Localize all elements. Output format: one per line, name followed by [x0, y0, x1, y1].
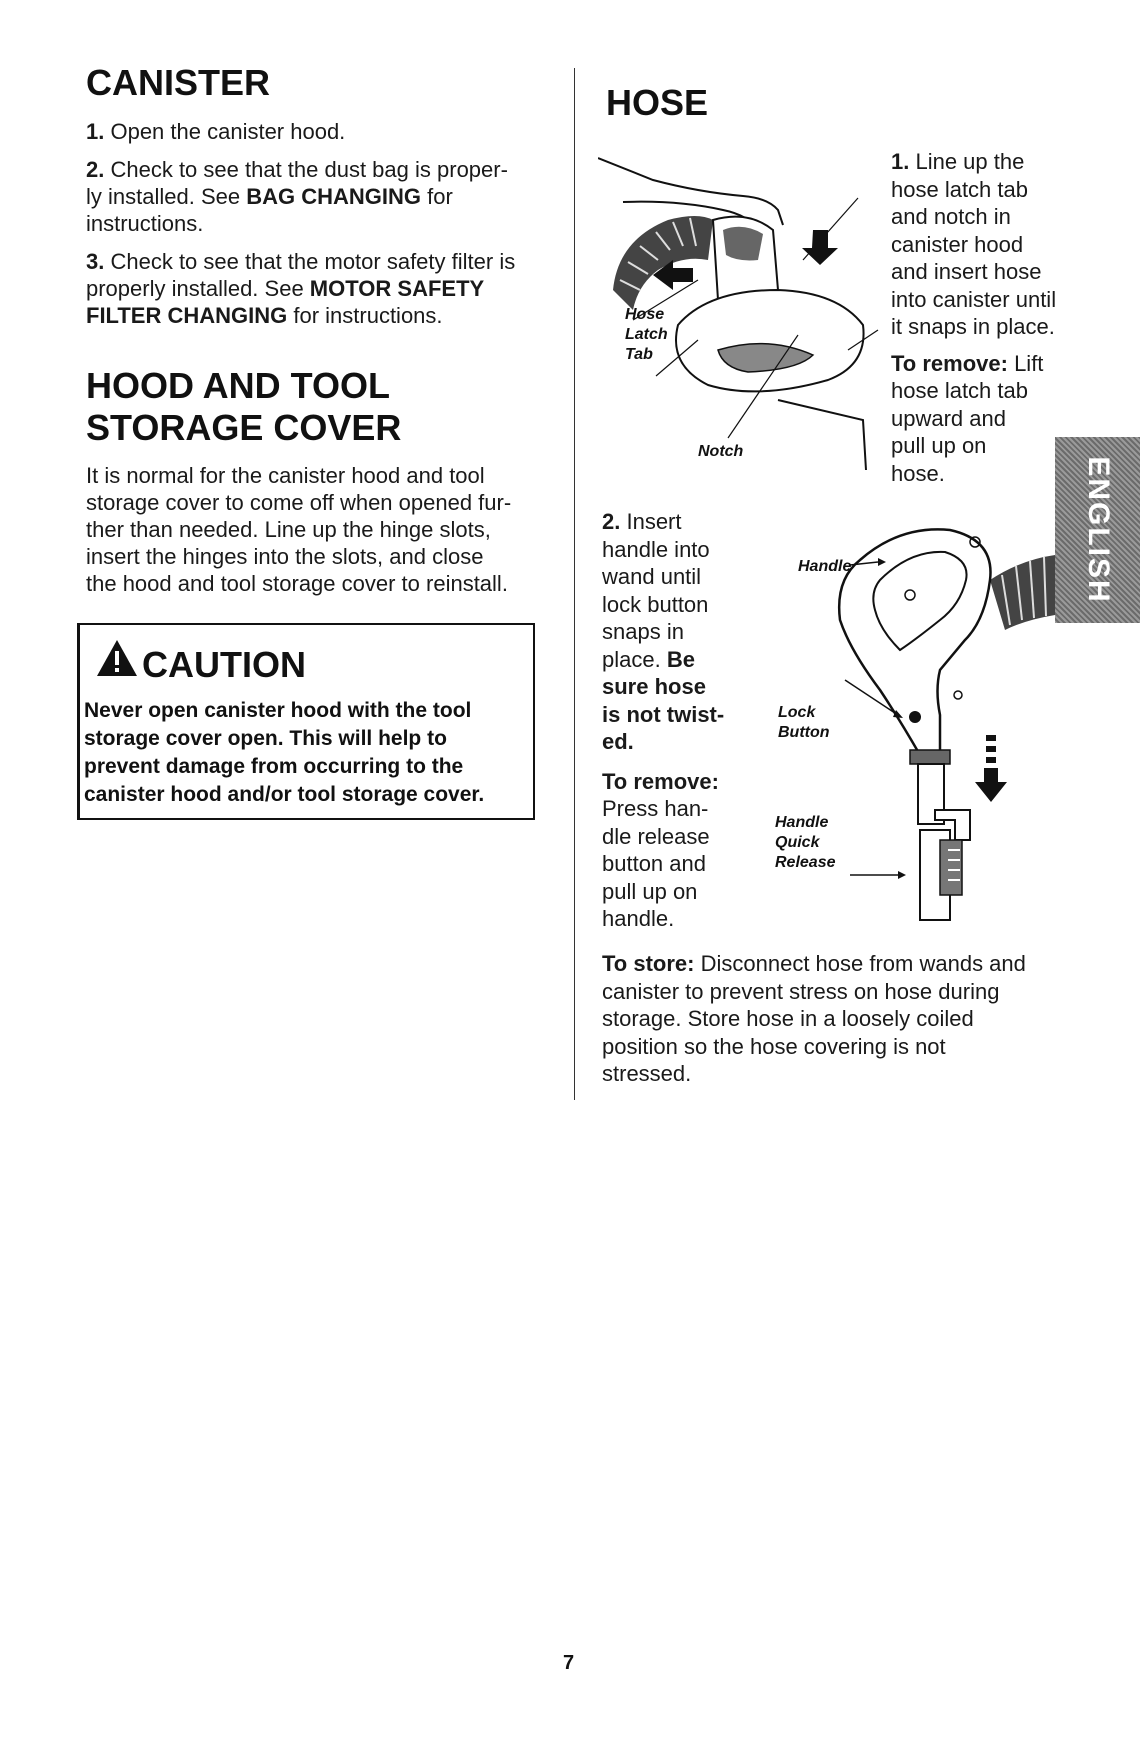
hose-latch-figure [598, 150, 888, 470]
canister-step-1: 1. Open the canister hood. [86, 119, 346, 144]
caution-title: CAUTION [142, 644, 306, 685]
notch-label: Notch [698, 443, 744, 460]
corrugated-hose [613, 216, 713, 310]
hood-heading: HOOD AND TOOL STORAGE COVER [86, 365, 402, 448]
handle-label: Handle [798, 558, 852, 575]
handle-hose [990, 555, 1055, 630]
canister-heading: CANISTER [86, 62, 271, 103]
caution-box [77, 623, 535, 820]
handle-wand-figure [770, 520, 1055, 925]
hood-body: It is normal for the canister hood and tool storage cover to come off when opened fur- ther than needed. Line up the hinge slots, insert the hinges into the slots, and close the hood and tool storage cover to reinstall. [86, 463, 512, 596]
handle-quick-release-label: Handle Quick Release [775, 814, 836, 871]
canister-step-2: 2. Check to see that the dust bag is proper- ly installed. See BAG CHANGING for instructions. [86, 157, 508, 236]
english-language-tab: ENGLISH [1055, 437, 1140, 623]
warning-triangle-icon [96, 639, 138, 682]
canister-step-3: 3. Check to see that the motor safety filter is properly installed. See MOTOR SAFETY FILTER CHANGING for instructions. [86, 249, 516, 328]
hose-latch-tab-label: Hose Latch Tab [625, 306, 668, 363]
page-number: 7 [563, 1652, 575, 1674]
caution-text: Never open canister hood with the tool storage cover open. This will help to prevent damage from occurring to the canister hood and/or tool storage cover. [84, 699, 485, 806]
hose-heading: HOSE [606, 82, 709, 123]
canister-steps [86, 118, 556, 329]
lock-button-label: Lock Button [778, 704, 830, 741]
hose-step-1: 1. Line up the hose latch tab and notch in canister hood and insert hose into canister until it snaps in place. To remove: Lift hose latch tab upward and pull up on hose. [891, 149, 1057, 486]
column-divider [574, 68, 575, 1100]
hose-step-2: 2. Insert handle into wand until lock button snaps in place. Be sure hose is not twist- ed. To remove: Press han- dle release button and pull up on handle. [602, 509, 725, 931]
hose-store-instructions: To store: Disconnect hose from wands and canister to prevent stress on hose during storage. Store hose in a loosely coiled position so the hose covering is not stressed. [602, 951, 1026, 1086]
